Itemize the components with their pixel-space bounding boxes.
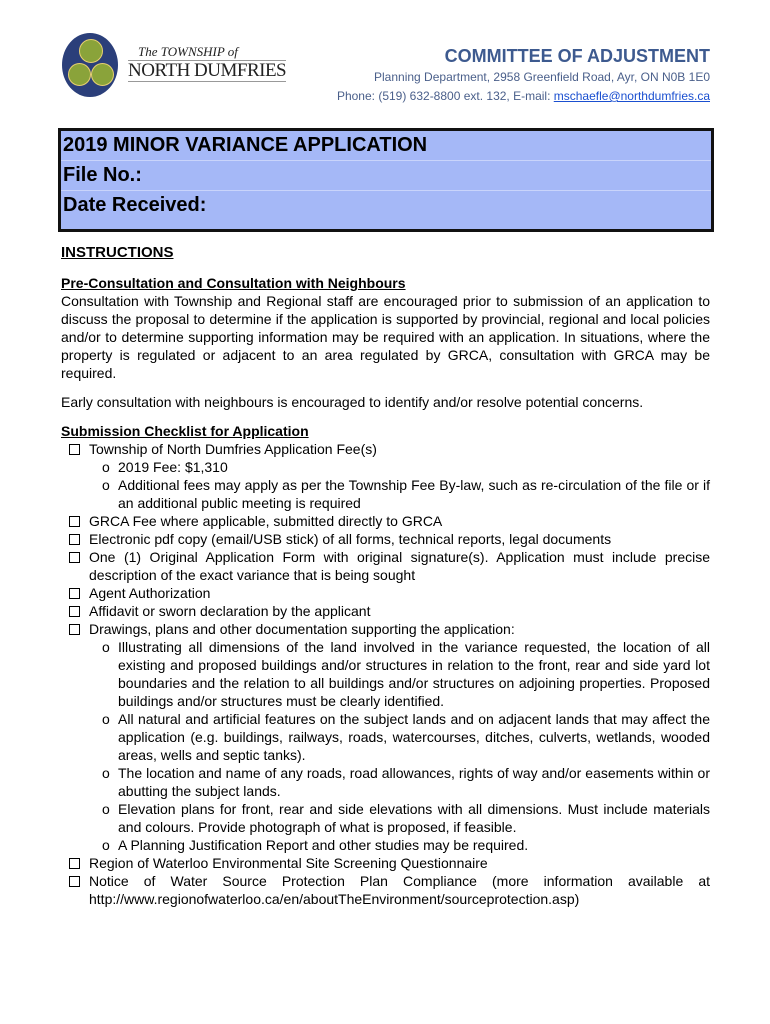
township-logo <box>62 33 118 97</box>
sub-item: o All natural and artificial features on the subject lands and on adjacent lands that may affect the application (e.g. buildings, railways, roads, watercourses, ditches, culverts, wetlands, wooded areas, wells and septic tanks). <box>102 711 710 763</box>
sub-item: o Additional fees may apply as per the Township Fee By-law, such as re-circulation of the file or if an additional public meeting is required <box>102 477 710 511</box>
instructions-heading: INSTRUCTIONS <box>61 244 174 261</box>
checklist-item[interactable]: Agent Authorization <box>61 584 710 602</box>
letterhead <box>337 46 710 105</box>
committee-title: COMMITTEE OF ADJUSTMENT <box>444 46 710 66</box>
address: Planning Department, 2958 Greenfield Road, Ayr, ON N0B 1E0 <box>374 70 710 84</box>
checklist-item[interactable]: Region of Waterloo Environmental Site Screening Questionnaire <box>61 854 710 872</box>
sub-item: o Elevation plans for front, rear and side elevations with all dimensions. Must include materials and colours. Provide photograph of what is proposed, if feasible. <box>102 801 710 835</box>
wordmark-small: The TOWNSHIP of <box>138 44 238 59</box>
application-title: 2019 MINOR VARIANCE APPLICATION <box>61 131 711 161</box>
sub-item: o A Planning Justification Report and other studies may be required. <box>102 837 529 853</box>
township-wordmark <box>128 44 286 82</box>
sub-item: o 2019 Fee: $1,310 <box>102 459 228 475</box>
sub-item: o Illustrating all dimensions of the land involved in the variance requested, the location of all existing and proposed buildings and/or structures in relation to the front, rear and side yard lot boundaries and the relation to all buildings and/or structures on adjoining properties. Proposed buildings and/or structures must be clearly identified. <box>102 639 710 709</box>
neighbours-paragraph: Early consultation with neighbours is encouraged to identify and/or resolve potential concerns. <box>61 394 644 410</box>
application-header-box <box>58 128 714 232</box>
file-no-field[interactable]: File No.: <box>61 161 711 191</box>
contact-line <box>337 88 710 105</box>
checklist-item[interactable]: Township of North Dumfries Application Fee(s) <box>61 440 710 458</box>
pre-consultation-heading: Pre-Consultation and Consultation with Neighbours <box>61 275 406 291</box>
checklist-item[interactable]: Notice of Water Source Protection Plan Compliance (more information available at http://www.regionofwaterloo.ca/en/aboutTheEnvironment/sourceprotection.asp) <box>61 872 710 908</box>
checklist-item[interactable]: One (1) Original Application Form with original signature(s). Application must include precise description of the exact variance that is being sought <box>61 548 710 584</box>
sub-item: o The location and name of any roads, road allowances, rights of way and/or easements within or abutting the subject lands. <box>102 765 710 799</box>
wordmark-big: NORTH DUMFRIES <box>128 60 287 81</box>
phone: Phone: (519) 632-8800 ext. 132, E-mail: <box>336 89 554 103</box>
checklist-item[interactable]: Drawings, plans and other documentation supporting the application: <box>61 620 710 638</box>
instructions-section <box>61 244 710 908</box>
checklist-item[interactable]: GRCA Fee where applicable, submitted directly to GRCA <box>61 512 710 530</box>
consultation-paragraph: Consultation with Township and Regional staff are encouraged prior to submission of an application to discuss the proposal to determine if the application is supported by provincial, regional and local policies and/or to determine supporting information may be required with an application. In situations, where the property is regulated or adjacent to an area regulated by GRCA, consultation with GRCA may be required. <box>61 293 710 381</box>
date-received-field[interactable]: Date Received: <box>63 194 207 216</box>
checklist-heading: Submission Checklist for Application <box>61 423 309 439</box>
checklist-item[interactable]: Affidavit or sworn declaration by the applicant <box>61 602 710 620</box>
email-link[interactable]: mschaefle@northdumfries.ca <box>553 89 710 103</box>
checklist-item[interactable]: Electronic pdf copy (email/USB stick) of all forms, technical reports, legal documents <box>61 530 710 548</box>
